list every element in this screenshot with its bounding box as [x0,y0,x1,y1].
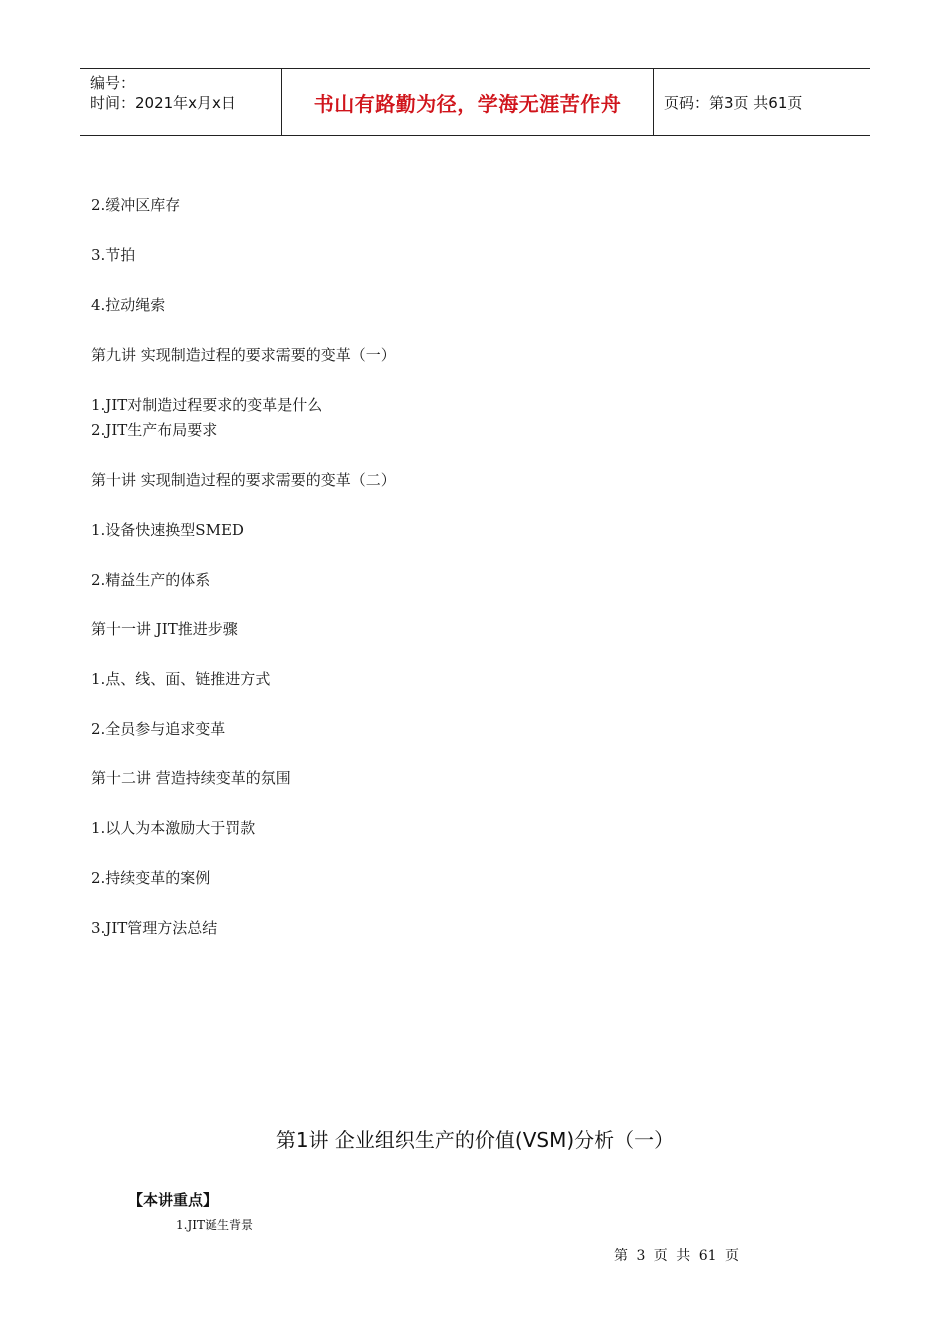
lecture-title: 第1讲 企业组织生产的价值(VSM)分析（一） [275,1128,675,1152]
outline-line: 2.精益生产的体系 [91,571,211,589]
outline-line: 2.JIT生产布局要求 [91,421,218,439]
outline-line: 2.持续变革的案例 [91,869,211,887]
lecture-heading: 第九讲 实现制造过程的要求需要的变革（一） [91,346,396,364]
page-header [80,68,870,136]
header-meta [80,69,282,135]
outline-line: 4.拉动绳索 [91,296,166,314]
doc-time-label: 时间：2021年x月x日 [90,94,236,112]
header-motto: 书山有路勤为径，学海无涯苦作舟 [282,69,654,135]
header-page-info: 页码：第3页 共61页 [664,93,803,112]
page-footer: 第 3 页 共 61 页 [614,1248,739,1264]
outline-line: 1.点、线、面、链推进方式 [91,670,271,688]
key-point-item: 1.JIT诞生背景 [176,1218,254,1232]
doc-number-label: 编号： [90,74,136,92]
lecture-heading: 第十讲 实现制造过程的要求需要的变革（二） [91,471,396,489]
outline-line: 2.缓冲区库存 [91,196,181,214]
outline-line: 1.以人为本激励大于罚款 [91,819,256,837]
outline-line: 3.JIT管理方法总结 [91,919,218,937]
key-points-heading: 【本讲重点】 [128,1191,219,1209]
outline-line: 2.全员参与追求变革 [91,720,226,738]
lecture-heading: 第十一讲 JIT推进步骤 [91,620,238,638]
outline-line: 1.JIT对制造过程要求的变革是什么 [91,396,323,414]
lecture-heading: 第十二讲 营造持续变革的氛围 [91,769,291,787]
outline-line: 3.节拍 [91,246,136,264]
outline-line: 1.设备快速换型SMED [91,521,244,539]
